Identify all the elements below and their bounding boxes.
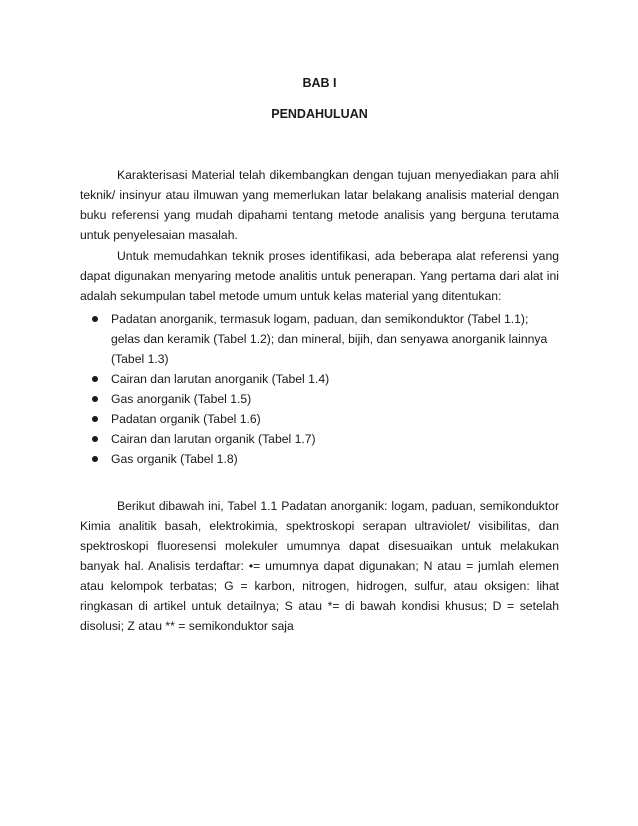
paragraph-table-description: Berikut dibawah ini, Tabel 1.1 Padatan anorganik: logam, paduan, semikonduktor Kimia analitik basah, elektrokimia, spektroskopi serapan ultraviolet/ visibilitas, dan spektroskopi fluoresensi molekuler umumnya dapat disesuaikan untuk melakukan banyak hal. Analisis terdaftar: •= umumnya dapat digunakan; N atau = jumlah elemen atau kelompok terbatas; G = karbon, nitrogen, hidrogen, sulfur, atau oksigen: lihat ringkasan di artikel untuk detailnya; S atau *= di bawah kondisi khusus; D = setelah disolusi; Z atau ** = semikonduktor saja xyxy=(80,499,559,633)
material-class-list xyxy=(80,309,559,469)
bullet-icon xyxy=(92,376,98,382)
bullet-icon xyxy=(92,416,98,422)
chapter-heading: BAB I xyxy=(302,76,337,90)
list-item-text: Cairan dan larutan anorganik (Tabel 1.4) xyxy=(111,372,330,386)
bullet-icon xyxy=(92,316,98,322)
list-item-text: Padatan organik (Tabel 1.6) xyxy=(111,412,261,426)
list-item xyxy=(80,389,559,409)
list-item-text: Gas organik (Tabel 1.8) xyxy=(111,452,238,466)
bullet-icon xyxy=(92,396,98,402)
list-item xyxy=(80,309,559,369)
list-item xyxy=(80,429,559,449)
list-item xyxy=(80,449,559,469)
list-item xyxy=(80,409,559,429)
chapter-title: PENDAHULUAN xyxy=(271,107,368,121)
paragraph-tools: Untuk memudahkan teknik proses identifikasi, ada beberapa alat referensi yang dapat digunakan menyaring metode analitis untuk penerapan. Yang pertama dari alat ini adalah sekumpulan tabel metode umum untuk kelas material yang ditentukan: xyxy=(80,249,559,303)
bullet-icon xyxy=(92,456,98,462)
bullet-icon xyxy=(92,436,98,442)
list-item-text: Padatan anorganik, termasuk logam, paduan, dan semikonduktor (Tabel 1.1); gelas dan keramik (Tabel 1.2); dan mineral, bijih, dan senyawa anorganik lainnya (Tabel 1.3) xyxy=(111,312,548,366)
list-item-text: Gas anorganik (Tabel 1.5) xyxy=(111,392,252,406)
list-item xyxy=(80,369,559,389)
paragraph-intro: Karakterisasi Material telah dikembangkan dengan tujuan menyediakan para ahli teknik/ insinyur atau ilmuwan yang memerlukan latar belakang analisis material dengan buku referensi yang mudah dipahami tentang metode analisis yang berguna terutama untuk penyelesaian masalah. xyxy=(80,168,559,242)
list-item-text: Cairan dan larutan organik (Tabel 1.7) xyxy=(111,432,316,446)
